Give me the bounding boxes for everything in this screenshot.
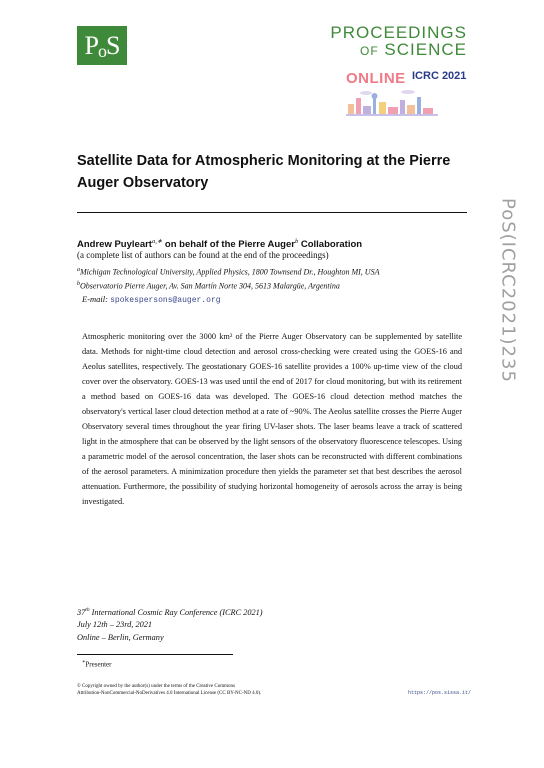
author-affil-mark: a,∗ [151,238,163,245]
conference-name [77,604,263,619]
footnote [82,659,111,668]
collab-prefix: on behalf of the Pierre Auger [162,239,295,251]
author-line [77,237,362,250]
logo-letter-s: S [106,30,120,60]
affiliation-a-mark: a [77,267,80,273]
pos-url-link[interactable]: https://pos.sissa.it/ [408,690,472,696]
affiliation-b-text: Observatorio Pierre Auger, Av. San Martín Norte 304, 5613 Malargüe, Argentina [80,281,340,291]
copyright-line-1: © Copyright owned by the author(s) under the terms of the Creative Commons [77,684,235,689]
email-line [82,294,221,305]
side-identifier [488,198,528,468]
side-identifier-text: PoS(ICRC2021)235 [497,198,519,383]
affiliation-b [77,281,340,291]
paper-title: Satellite Data for Atmospheric Monitoring at the Pierre Auger Observatory [77,153,451,191]
copyright-notice [77,683,307,697]
conference-location: Online – Berlin, Germany [77,632,164,642]
abstract: Atmospheric monitoring over the 3000 km² of the Pierre Auger Observatory can be supplemented by satellite data. Methods for night-time cloud detection and aerosol cross-checking were created using the GOES-16 and Aeolus satellites, respectively. The geostationary GOES-16 satellite provides a 100% up-time view of the cloud cover over the observatory. GOES-13 was used until the end of 2017 for cloud monitoring, but with its retirement a method based on GOES-16 data was developed. The GOES-16 cloud detection method matches the observatory's vertical laser cloud detection method at a rate of ~90%. The Aeolus satellite crosses the Pierre Auger Observatory several times throughout the year firing UV-laser shots. The laser beams leave a track of scattered light in the atmosphere that can be observed by the light sensors of the observatory fluorescence telescopes. Using a parametric model of the aerosol concentration, the laser shots can be reconstructed with different combinations of the aerosol parameters. A minimization procedure then yields the parameter set that best describes the aerosol attenuation. Furthermore, the possibility of studying horizontal homogeneity of aerosols across the array is being investigated. [82,332,462,506]
footnote-mark: ∗ [82,660,86,665]
logo-letter-p: P [84,30,98,60]
collab-suffix: Collaboration [298,239,363,251]
footnote-text: Presenter [85,660,112,669]
icrc-badge: ICRC 2021 [412,70,467,82]
footnote-rule [77,654,233,655]
proceedings-of-science-wordmark [330,24,467,60]
conference-number: 37 [77,607,86,617]
email-link[interactable]: spokespersons@auger.org [110,296,221,305]
conference-title: International Cosmic Ray Conference (ICRC 2021) [89,607,263,617]
science-word: SCIENCE [384,40,467,59]
online-badge: ONLINE [346,70,406,87]
of-word: OF [360,44,379,58]
pos-logo [77,26,127,65]
collab-affil-mark: b [294,238,299,245]
proceedings-word: PROCEEDINGS [330,23,467,42]
affiliation-a-text: Michigan Technological University, Applied Physics, 1800 Townsend Dr., Houghton MI, USA [80,267,380,277]
of-science-line [330,41,467,60]
conference-dates: July 12th – 23rd, 2021 [77,620,153,630]
berlin-skyline-icon [346,88,438,120]
author-name: Andrew Puyleart [77,239,152,251]
authors-note: (a complete list of authors can be found at the end of the proceedings) [77,250,329,260]
conference-info [77,604,263,644]
conference-number-suffix: th [85,607,90,613]
email-label: E-mail: [82,294,111,304]
logo-letter-o: o [98,41,106,61]
affiliation-b-mark: b [77,281,80,287]
affiliation-a [77,267,379,277]
copyright-line-2: Attribution-NonCommercial-NoDerivatives 4.0 International License (CC BY-NC-ND 4.0). [77,691,262,696]
title-rule [77,212,467,213]
